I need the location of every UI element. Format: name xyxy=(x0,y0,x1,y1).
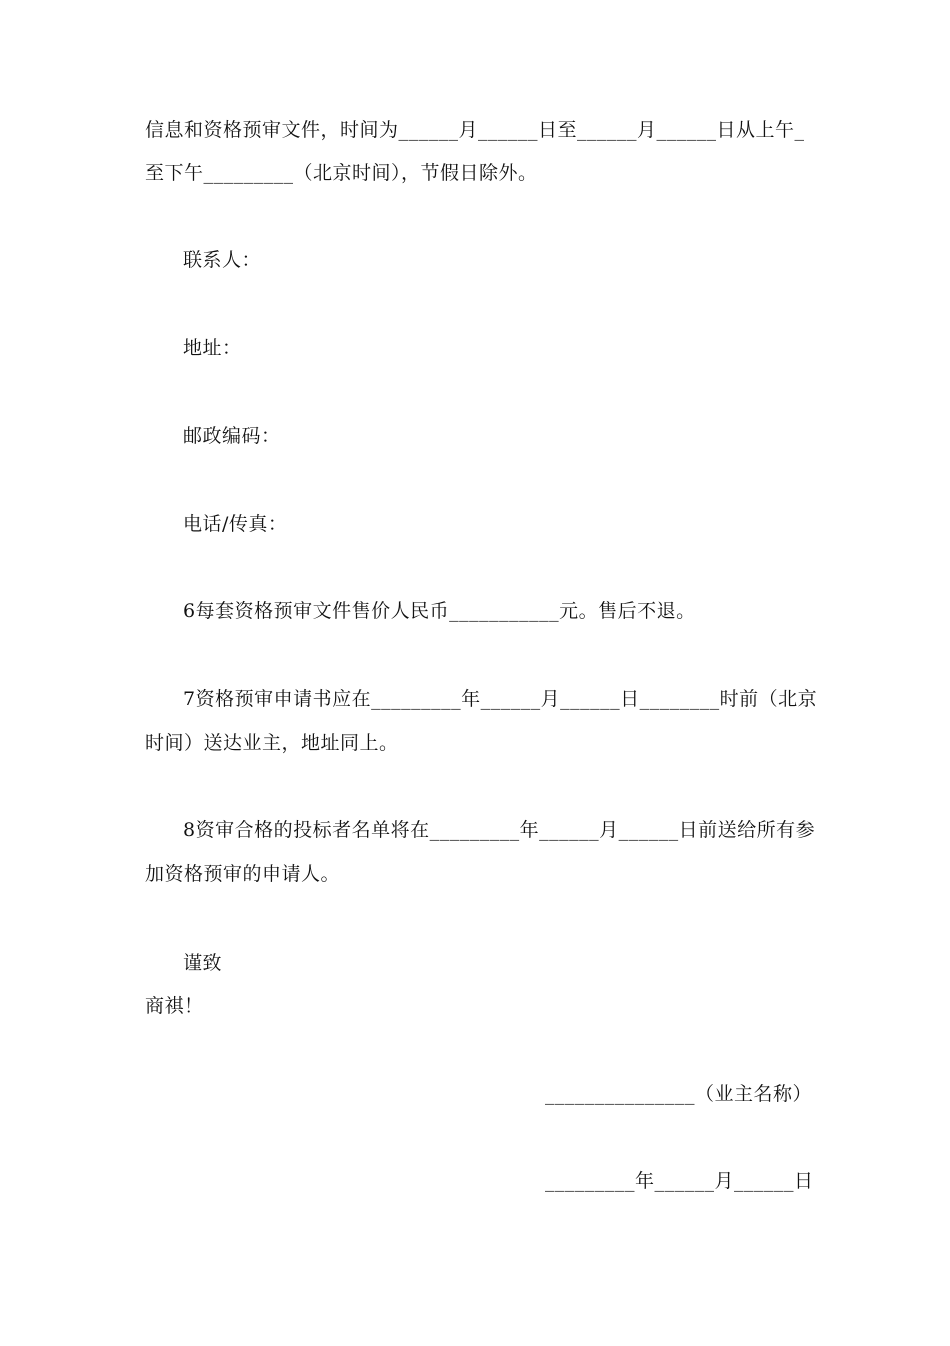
closing-regards: 商祺！ xyxy=(145,995,204,1017)
address-label: 地址： xyxy=(183,337,242,359)
owner-name-line: _______________（业主名称） xyxy=(545,1083,813,1105)
date-line: _________年______月______日 xyxy=(545,1170,814,1192)
postcode-label: 邮政编码： xyxy=(183,425,281,447)
item-8-line: 加资格预审的申请人。 xyxy=(145,863,341,885)
item-6: 6每套资格预审文件售价人民币___________元。售后不退。 xyxy=(183,600,696,622)
item-7-line: 7资格预审申请书应在_________年______月______日________时前（北京 xyxy=(183,688,818,710)
paragraph-line: 信息和资格预审文件，时间为______月______日至______月______日从上午_ xyxy=(145,119,805,141)
item-8-line: 8资审合格的投标者名单将在_________年______月______日前送给所有参 xyxy=(183,819,816,841)
phone-fax-label: 电话/传真： xyxy=(183,513,288,535)
paragraph-line: 至下午_________（北京时间），节假日除外。 xyxy=(145,162,538,184)
contact-label: 联系人： xyxy=(183,249,262,271)
closing-salutation: 谨致 xyxy=(183,952,223,974)
item-7-line: 时间）送达业主，地址同上。 xyxy=(145,732,399,754)
